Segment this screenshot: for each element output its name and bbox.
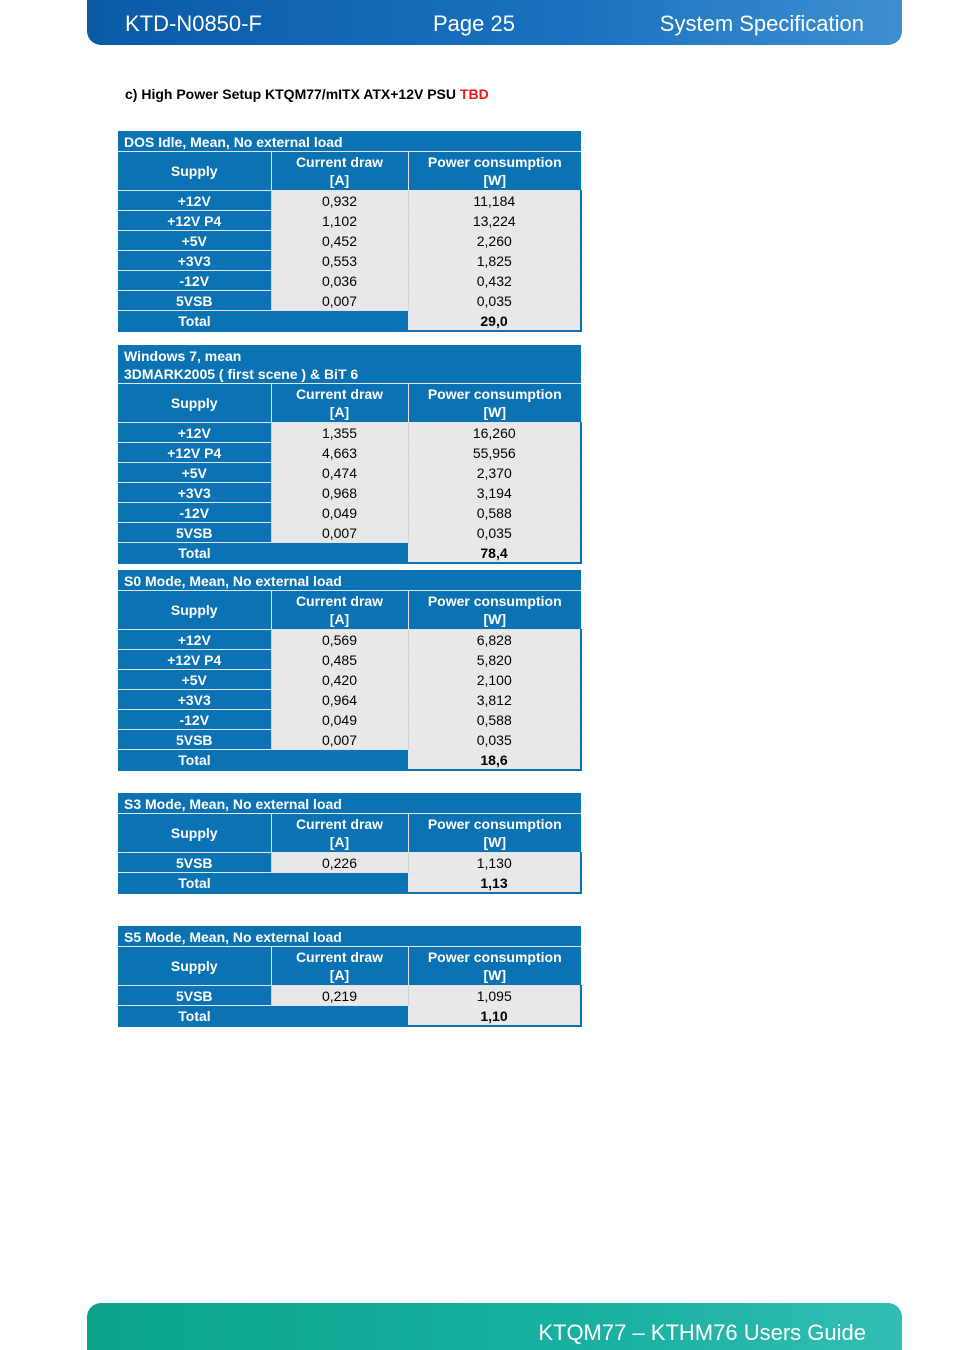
supply-cell: +12V: [118, 191, 271, 211]
power-cell: 0,588: [408, 710, 581, 730]
power-cell: 0,035: [408, 523, 581, 543]
current-cell: 0,569: [271, 630, 408, 650]
table-title: [118, 793, 581, 814]
total-value: 1,13: [408, 873, 581, 894]
power-table: [118, 131, 581, 332]
table-title: [118, 926, 581, 947]
supply-cell: 5VSB: [118, 291, 271, 311]
table-title: [118, 570, 581, 591]
total-row: [118, 311, 581, 332]
page-number: Page 25: [433, 11, 515, 36]
supply-cell: -12V: [118, 271, 271, 291]
total-label: Total: [118, 1006, 271, 1027]
table-title-line1: S5 Mode, Mean, No external load: [124, 929, 342, 945]
power-cell: 1,130: [408, 853, 581, 873]
supply-cell: -12V: [118, 710, 271, 730]
col-header-current-l2: [A]: [329, 834, 350, 850]
table-row: [118, 231, 581, 251]
col-header-current: [271, 591, 408, 630]
col-header-supply: Supply: [118, 591, 271, 630]
table-title-line1: S0 Mode, Mean, No external load: [124, 573, 342, 589]
power-cell: 0,035: [408, 730, 581, 750]
power-cell: 11,184: [408, 191, 581, 211]
table-row: [118, 690, 581, 710]
supply-cell: -12V: [118, 503, 271, 523]
supply-cell: +12V P4: [118, 650, 271, 670]
supply-cell: +12V P4: [118, 211, 271, 231]
col-header-current-l1: Current draw: [295, 816, 384, 832]
current-cell: 0,226: [271, 853, 408, 873]
supply-cell: +5V: [118, 670, 271, 690]
table-row: [118, 211, 581, 231]
supply-cell: +12V: [118, 630, 271, 650]
current-cell: 0,474: [271, 463, 408, 483]
table-row: [118, 443, 581, 463]
current-cell: 0,964: [271, 690, 408, 710]
table-row: [118, 630, 581, 650]
table-row: [118, 986, 581, 1006]
col-header-power-l1: Power consumption: [427, 816, 562, 832]
current-cell: 0,007: [271, 291, 408, 311]
power-cell: 5,820: [408, 650, 581, 670]
col-header-current-l2: [A]: [329, 611, 350, 627]
supply-cell: +5V: [118, 231, 271, 251]
table-row: [118, 271, 581, 291]
col-header-power: [408, 152, 581, 191]
power-table: [118, 793, 581, 894]
current-cell: 0,007: [271, 523, 408, 543]
section-heading: [125, 86, 489, 102]
table-row: [118, 251, 581, 271]
page-header: [87, 0, 902, 45]
col-header-power: [408, 384, 581, 423]
total-spacer: [271, 1006, 408, 1027]
table-title-line1: S3 Mode, Mean, No external load: [124, 796, 342, 812]
col-header-current: [271, 152, 408, 191]
power-cell: 1,825: [408, 251, 581, 271]
power-cell: 3,194: [408, 483, 581, 503]
col-header-current: [271, 814, 408, 853]
col-header-current-l1: Current draw: [295, 386, 384, 402]
current-cell: 0,553: [271, 251, 408, 271]
power-cell: 6,828: [408, 630, 581, 650]
power-table: [118, 570, 581, 771]
current-cell: 1,102: [271, 211, 408, 231]
table-title-line1: Windows 7, mean: [124, 348, 242, 364]
power-cell: 16,260: [408, 423, 581, 443]
total-row: [118, 543, 581, 564]
col-header-power-l1: Power consumption: [427, 593, 562, 609]
col-header-current-l2: [A]: [329, 172, 350, 188]
total-spacer: [271, 873, 408, 894]
current-cell: 0,932: [271, 191, 408, 211]
current-cell: 0,420: [271, 670, 408, 690]
power-cell: 3,812: [408, 690, 581, 710]
table-row: [118, 423, 581, 443]
doc-id: KTD-N0850-F: [125, 11, 262, 36]
col-header-power-l2: [W]: [483, 611, 507, 627]
col-header-current-l1: Current draw: [295, 593, 384, 609]
col-header-current: [271, 384, 408, 423]
power-cell: 0,588: [408, 503, 581, 523]
table-row: [118, 650, 581, 670]
supply-cell: +3V3: [118, 690, 271, 710]
total-value: 78,4: [408, 543, 581, 564]
current-cell: 0,049: [271, 710, 408, 730]
table-row: [118, 853, 581, 873]
current-cell: 1,355: [271, 423, 408, 443]
col-header-power-l2: [W]: [483, 404, 507, 420]
supply-cell: 5VSB: [118, 853, 271, 873]
supply-cell: 5VSB: [118, 523, 271, 543]
table-row: [118, 191, 581, 211]
section-title: System Specification: [659, 11, 864, 36]
col-header-power-l2: [W]: [483, 967, 507, 983]
current-cell: 0,007: [271, 730, 408, 750]
table-title-line2: 3DMARK2005 ( first scene ) & BiT 6: [124, 366, 359, 382]
supply-cell: +3V3: [118, 483, 271, 503]
current-cell: 4,663: [271, 443, 408, 463]
power-cell: 2,100: [408, 670, 581, 690]
footer-title: KTQM77 – KTHM76 Users Guide: [538, 1320, 866, 1345]
power-cell: 2,260: [408, 231, 581, 251]
table-row: [118, 523, 581, 543]
current-cell: 0,485: [271, 650, 408, 670]
total-spacer: [271, 311, 408, 332]
page-footer: [87, 1303, 902, 1350]
col-header-current: [271, 947, 408, 986]
total-value: 29,0: [408, 311, 581, 332]
table-row: [118, 291, 581, 311]
power-cell: 0,035: [408, 291, 581, 311]
total-row: [118, 750, 581, 771]
table-row: [118, 503, 581, 523]
col-header-power-l1: Power consumption: [427, 949, 562, 965]
total-spacer: [271, 750, 408, 771]
col-header-power-l1: Power consumption: [427, 154, 562, 170]
current-cell: 0,049: [271, 503, 408, 523]
col-header-power-l1: Power consumption: [427, 386, 562, 402]
current-cell: 0,219: [271, 986, 408, 1006]
table-row: [118, 730, 581, 750]
table-title-line1: DOS Idle, Mean, No external load: [124, 134, 343, 150]
total-spacer: [271, 543, 408, 564]
power-cell: 55,956: [408, 443, 581, 463]
total-value: 1,10: [408, 1006, 581, 1027]
power-table: [118, 345, 581, 564]
col-header-power: [408, 591, 581, 630]
total-label: Total: [118, 750, 271, 771]
tbd-tag: TBD: [459, 86, 489, 102]
supply-cell: 5VSB: [118, 730, 271, 750]
power-cell: 1,095: [408, 986, 581, 1006]
col-header-current-l1: Current draw: [295, 949, 384, 965]
col-header-supply: Supply: [118, 152, 271, 191]
power-cell: 0,432: [408, 271, 581, 291]
col-header-supply: Supply: [118, 947, 271, 986]
table-row: [118, 463, 581, 483]
col-header-power-l2: [W]: [483, 834, 507, 850]
heading-text: c) High Power Setup KTQM77/mITX ATX+12V PSU: [125, 86, 457, 102]
supply-cell: 5VSB: [118, 986, 271, 1006]
table-row: [118, 670, 581, 690]
total-label: Total: [118, 311, 271, 332]
col-header-supply: Supply: [118, 384, 271, 423]
table-row: [118, 710, 581, 730]
col-header-current-l1: Current draw: [295, 154, 384, 170]
col-header-power: [408, 814, 581, 853]
total-label: Total: [118, 873, 271, 894]
power-cell: 2,370: [408, 463, 581, 483]
current-cell: 0,036: [271, 271, 408, 291]
col-header-power: [408, 947, 581, 986]
supply-cell: +12V P4: [118, 443, 271, 463]
supply-cell: +5V: [118, 463, 271, 483]
total-label: Total: [118, 543, 271, 564]
total-row: [118, 1006, 581, 1027]
supply-cell: +12V: [118, 423, 271, 443]
supply-cell: +3V3: [118, 251, 271, 271]
power-table: [118, 926, 581, 1027]
table-title: [118, 345, 581, 384]
col-header-power-l2: [W]: [483, 172, 507, 188]
current-cell: 0,452: [271, 231, 408, 251]
col-header-supply: Supply: [118, 814, 271, 853]
table-title: [118, 131, 581, 152]
power-cell: 13,224: [408, 211, 581, 231]
current-cell: 0,968: [271, 483, 408, 503]
col-header-current-l2: [A]: [329, 967, 350, 983]
col-header-current-l2: [A]: [329, 404, 350, 420]
total-row: [118, 873, 581, 894]
table-row: [118, 483, 581, 503]
total-value: 18,6: [408, 750, 581, 771]
